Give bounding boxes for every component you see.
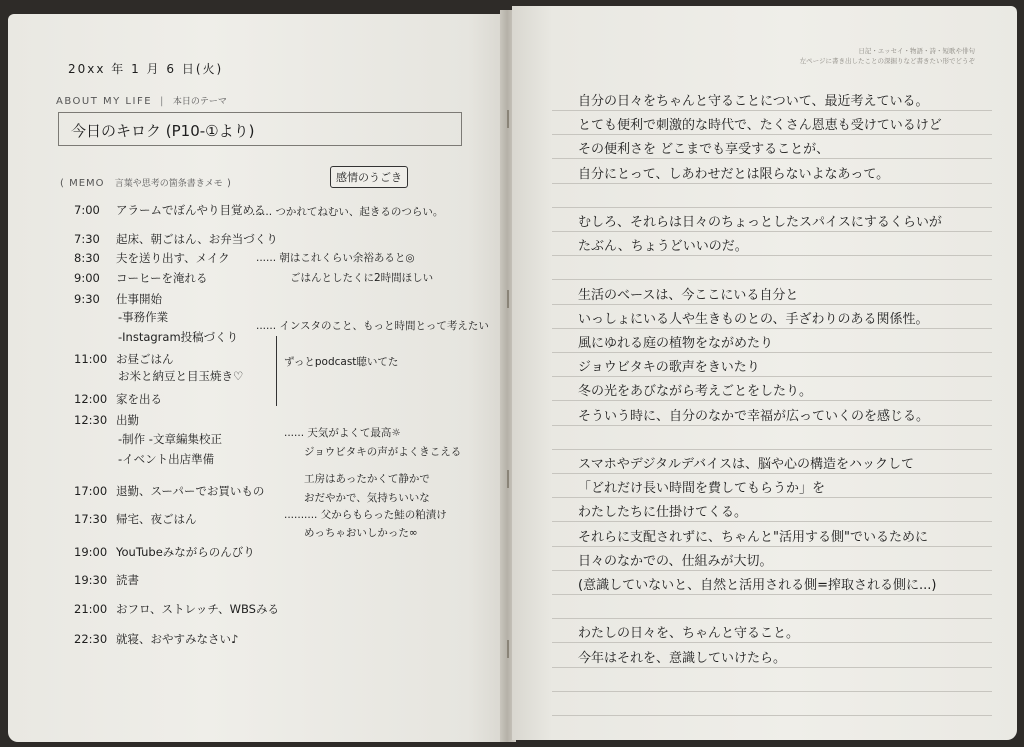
schedule-item (74, 202, 266, 218)
schedule-item (74, 483, 264, 499)
right-page-header (800, 46, 975, 66)
schedule-time: 7:00 (74, 203, 100, 217)
ruled-line (552, 158, 992, 159)
schedule-text: コーヒーを淹れる (116, 271, 208, 285)
schedule-text: YouTubeみながらのんびり (116, 545, 255, 559)
binding-stitch (507, 640, 509, 658)
ruled-line (552, 667, 992, 668)
schedule-item (74, 601, 279, 617)
memo-label-row (60, 176, 232, 189)
schedule-text: 仕事開始 (116, 292, 162, 306)
schedule-item (74, 572, 139, 588)
emotion-note: 工房はあったかくて静かで (304, 473, 430, 485)
ruled-line (552, 328, 992, 329)
about-sub-label: 本日のテーマ (172, 97, 227, 107)
ruled-line (552, 231, 992, 232)
essay-line: 日々のなかでの、仕組みが大切。 (578, 553, 773, 569)
ruled-line (552, 570, 992, 571)
left-page (8, 14, 508, 742)
emotion-note: .......... 父からもらった鮭の粕漬け (284, 509, 447, 521)
divider: | (160, 96, 165, 107)
schedule-text: -事務作業 (118, 310, 169, 324)
schedule-item (118, 431, 222, 447)
emotion-note: ごはんとしたくに2時間ほしい (290, 272, 434, 284)
ruled-line (552, 691, 992, 692)
emotion-note: おだやかで、気持ちいいな (304, 492, 430, 504)
memo-sub-label: 言葉や思考の箇条書きメモ (114, 179, 223, 189)
ruled-line (552, 207, 992, 208)
emotion-note: ジョウビタキの声がよくきこえる (304, 446, 462, 458)
schedule-text: -Instagram投稿づくり (118, 330, 239, 344)
ruled-line (552, 183, 992, 184)
schedule-time: 12:30 (74, 413, 108, 427)
essay-line: わたしの日々を、ちゃんと守ること。 (578, 626, 800, 642)
schedule-item (74, 511, 197, 527)
schedule-item (118, 309, 168, 325)
binding-stitch (507, 470, 509, 488)
schedule-time: 7:30 (74, 232, 100, 246)
memo-bracket-right: ) (226, 178, 232, 189)
right-page (512, 6, 1017, 740)
schedule-item (118, 451, 214, 467)
schedule-text: 家を出る (116, 392, 162, 406)
schedule-text: 読書 (116, 573, 139, 587)
essay-line: 「どれだけ長い時間を費してもらうか」を (578, 481, 826, 497)
emotion-note: ずっとpodcast聴いてた (284, 356, 399, 368)
ruled-line (552, 642, 992, 643)
schedule-text: -イベント出店準備 (118, 452, 215, 466)
ruled-line (552, 279, 992, 280)
essay-line: それらに支配されずに、ちゃんと"活用する側"でいるために (578, 529, 928, 545)
schedule-time: 17:00 (74, 484, 108, 498)
ruled-line (552, 715, 992, 716)
schedule-item (118, 329, 238, 345)
essay-line: ジョウビタキの歌声をきいたり (578, 360, 760, 376)
ruled-line (552, 304, 992, 305)
schedule-time: 12:00 (74, 392, 108, 406)
schedule-time: 9:00 (74, 271, 100, 285)
emotion-note: ...... 天気がよくて最高☼ (284, 427, 401, 439)
header-line-1: 日記・エッセイ・物語・詩・短歌や俳句 (858, 47, 975, 55)
schedule-text: 就寝、おやすみなさい♪ (116, 632, 239, 646)
schedule-time: 17:30 (74, 512, 108, 526)
emotion-note: めっちゃおいしかった∞ (304, 527, 418, 539)
essay-line: その便利さを どこまでも享受することが、 (578, 142, 830, 158)
schedule-text: アラームでぼんやり目覚める (116, 203, 266, 217)
ruled-line (552, 618, 992, 619)
ruled-line (552, 400, 992, 401)
ruled-line (552, 255, 992, 256)
essay-line: たぶん、ちょうどいいのだ。 (578, 239, 748, 255)
ruled-line (552, 110, 992, 111)
ruled-line (552, 497, 992, 498)
schedule-text: 夫を送り出す、メイク (116, 251, 230, 265)
schedule-item (74, 631, 238, 647)
ruled-line (552, 473, 992, 474)
essay-line: スマホやデジタルデバイスは、脳や心の構造をハックして (578, 457, 915, 472)
schedule-text: おフロ、ストレッチ、WBSみる (116, 602, 279, 616)
essay-line: 自分にとって、しあわせだとは限らないよなあって。 (578, 166, 890, 182)
schedule-item (74, 291, 162, 307)
ruled-line (552, 425, 992, 426)
emotion-note: ...... 朝はこれくらい余裕あると◎ (256, 252, 415, 264)
schedule-item (118, 368, 243, 384)
about-label: ABOUT MY LIFE (56, 96, 153, 107)
header-line-2: 左ページに書き出したことの深掘りなど書きたい形でどうぞ (799, 57, 975, 65)
emotion-note: ...... インスタのこと、もっと時間とって考えたい (256, 320, 489, 332)
schedule-time: 19:30 (74, 573, 108, 587)
binding-stitch (507, 110, 509, 128)
schedule-item (74, 351, 174, 367)
schedule-text: 帰宅、夜ごはん (116, 512, 197, 526)
schedule-time: 8:30 (74, 251, 100, 265)
schedule-time: 19:00 (74, 545, 108, 559)
theme-box (58, 112, 462, 146)
essay-line: わたしたちに仕掛けてくる。 (578, 505, 748, 521)
schedule-text: 退勤、スーパーでお買いもの (116, 484, 265, 498)
bracket-line (276, 336, 277, 406)
schedule-time: 9:30 (74, 292, 100, 306)
ruled-line (552, 376, 992, 377)
schedule-item (74, 544, 255, 560)
entry-date: 20xx 年 1 月 6 日(火) (68, 62, 224, 76)
essay-line: 冬の光をあびながら考えごとをしたり。 (578, 384, 813, 400)
schedule-text: お昼ごはん (116, 352, 174, 366)
essay-line: 風にゆれる庭の植物をながめたり (578, 336, 774, 351)
essay-line: 今年はそれを、意識していけたら。 (578, 650, 787, 666)
essay-line: (意識していないと、自然と活用される側=搾取される側に...) (578, 578, 937, 593)
schedule-item (74, 412, 139, 428)
essay-line: とても便利で刺激的な時代で、たくさん恩恵も受けているけど (578, 118, 942, 134)
ruled-line (552, 546, 992, 547)
schedule-item (74, 270, 208, 286)
schedule-item (74, 391, 162, 407)
essay-line: むしろ、それらは日々のちょっとしたスパイスにするくらいが (578, 215, 942, 230)
ruled-line (552, 352, 992, 353)
schedule-time: 22:30 (74, 632, 108, 646)
theme-text: 今日のキロク (P10-①より) (71, 122, 255, 140)
emotion-tag: 感情のうごき (330, 166, 408, 188)
essay-line: 生活のベースは、今ここにいる自分と (578, 287, 799, 303)
ruled-line (552, 521, 992, 522)
ruled-line (552, 449, 992, 450)
schedule-text: 起床、朝ごはん、お弁当づくり (116, 232, 278, 246)
emotion-note: ...... つかれてねむい、起きるのつらい。 (252, 206, 444, 218)
essay-line: 自分の日々をちゃんと守ることについて、最近考えている。 (578, 94, 929, 109)
schedule-text: -制作 -文章編集校正 (118, 432, 222, 446)
essay-line: そういう時に、自分のなかで幸福が広っていくのを感じる。 (578, 408, 930, 424)
about-my-life-label (56, 94, 227, 107)
memo-label: MEMO (69, 178, 105, 189)
schedule-time: 11:00 (74, 352, 108, 366)
essay-line: いっしょにいる人や生きものとの、手ざわりのある関係性。 (578, 311, 929, 327)
schedule-item (74, 250, 230, 266)
schedule-text: お米と納豆と目玉焼き♡ (118, 369, 244, 383)
binding-stitch (507, 290, 509, 308)
ruled-line (552, 134, 992, 135)
schedule-item (74, 231, 278, 247)
schedule-time: 21:00 (74, 602, 108, 616)
ruled-line (552, 594, 992, 595)
schedule-text: 出勤 (116, 413, 139, 427)
memo-bracket-left: ( (60, 178, 65, 189)
